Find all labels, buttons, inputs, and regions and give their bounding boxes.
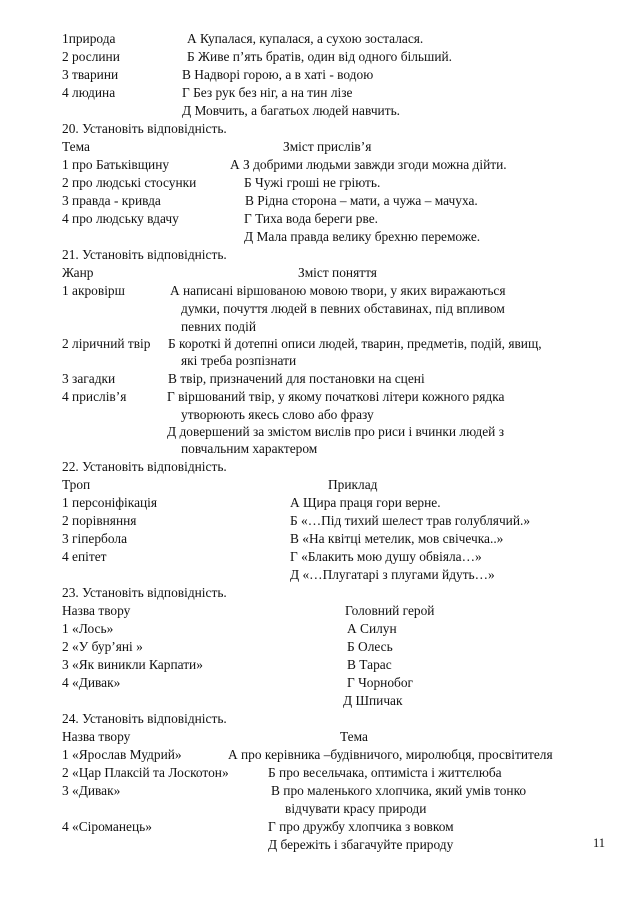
- line-left: 2 «У бур’яні »: [62, 639, 143, 654]
- line-left: Троп: [62, 477, 91, 492]
- line-right: А Силун: [347, 621, 397, 636]
- line-right: Б Живе п’ять братів, один від одного більший.: [187, 49, 453, 64]
- line-right: Б Олесь: [347, 639, 393, 654]
- line-left: 4 «Дивак»: [62, 675, 121, 690]
- line-right: Д Мала правда велику брехню переможе.: [244, 229, 481, 244]
- line-right: В Тарас: [347, 657, 392, 672]
- line-left: 23. Установіть відповідність.: [62, 585, 227, 600]
- line-left: 3 тварини: [62, 67, 119, 82]
- line-right: Г про дружбу хлопчика з вовком: [268, 819, 454, 834]
- line-left: 2 ліричний твір: [62, 336, 151, 351]
- line-right: Д Мовчить, а багатьох людей навчить.: [182, 103, 401, 118]
- line-left: 22. Установіть відповідність.: [62, 459, 227, 474]
- line-right: А З добрими людьми завжди згоди можна дійти.: [230, 157, 507, 172]
- line-right: В «На квітці метелик, мов свічечка..»: [290, 531, 504, 546]
- line-right: Г віршований твір, у якому початкові літери кожного рядка: [167, 389, 505, 404]
- line-left: Назва твору: [62, 603, 131, 618]
- line-left: 2 порівняння: [62, 513, 137, 528]
- line-right: утворюють якесь слово або фразу: [181, 407, 374, 422]
- line-left: Назва твору: [62, 729, 131, 744]
- line-left: 1 про Батьківщину: [62, 157, 170, 172]
- line-left: 3 загадки: [62, 371, 116, 386]
- line-left: 4 про людську вдачу: [62, 211, 179, 226]
- line-right: Зміст поняття: [298, 265, 377, 280]
- line-left: 4 «Сіроманець»: [62, 819, 152, 834]
- line-right: Г Чорнобог: [347, 675, 414, 690]
- line-right: В твір, призначений для постановки на сцені: [168, 371, 425, 386]
- line-right: Зміст прислів’я: [283, 139, 372, 154]
- line-left: 20. Установіть відповідність.: [62, 121, 227, 136]
- line-right: повчальним характером: [181, 441, 318, 456]
- line-right: Д довершений за змістом вислів про риси і вчинки людей з: [167, 424, 504, 439]
- line-right: Д «…Плугатарі з плугами йдуть…»: [290, 567, 495, 582]
- line-left: Жанр: [62, 265, 94, 280]
- line-right: Б про весельчака, оптиміста і життєлюба: [268, 765, 502, 780]
- line-right: А написані віршованою мовою твори, у яких виражаються: [170, 283, 506, 298]
- line-left: 3 гіпербола: [62, 531, 128, 546]
- line-left: 1природа: [62, 31, 116, 46]
- page-number: 11: [593, 836, 606, 850]
- line-right: Тема: [340, 729, 368, 744]
- line-right: Б короткі й дотепні описи людей, тварин, предметів, подій, явищ,: [168, 336, 542, 351]
- line-right: В Рідна сторона – мати, а чужа – мачуха.: [245, 193, 478, 208]
- line-right: Д бережіть і збагачуйте природу: [268, 837, 454, 852]
- line-right: Приклад: [328, 477, 378, 492]
- line-left: 2 рослини: [62, 49, 120, 64]
- line-left: 4 епітет: [62, 549, 107, 564]
- line-left: 21. Установіть відповідність.: [62, 247, 227, 262]
- line-left: 1 акровірш: [62, 283, 125, 298]
- line-right: Б «…Під тихий шелест трав голублячий.»: [290, 513, 531, 528]
- line-right: А Щира праця гори верне.: [290, 495, 441, 510]
- line-right: В Надворі горою, а в хаті - водою: [182, 67, 374, 82]
- line-right: відчувати красу природи: [285, 801, 427, 816]
- line-right: Д Шпичак: [343, 693, 403, 708]
- line-right: Головний герой: [345, 603, 435, 618]
- line-left: 1 «Ярослав Мудрий»: [62, 747, 182, 762]
- line-right: Г Тиха вода береги рве.: [244, 211, 379, 226]
- line-left: 2 «Цар Плаксій та Лоскотон»: [62, 765, 229, 780]
- line-left: 3 «Як виникли Карпати»: [62, 657, 203, 672]
- line-left: 1 «Лось»: [62, 621, 114, 636]
- line-left: 4 людина: [62, 85, 116, 100]
- line-right: певних подій: [181, 319, 256, 334]
- line-left: 1 персоніфікація: [62, 495, 158, 510]
- line-right: Г «Блакить мою душу обвіяла…»: [290, 549, 482, 564]
- line-left: 24. Установіть відповідність.: [62, 711, 227, 726]
- line-left: 3 правда - кривда: [62, 193, 161, 208]
- line-right: які треба розпізнати: [181, 353, 297, 368]
- line-left: 3 «Дивак»: [62, 783, 121, 798]
- line-right: думки, почуття людей в певних обставинах, під впливом: [181, 301, 505, 316]
- line-left: 4 прислів’я: [62, 389, 127, 404]
- line-right: А про керівника –будівничого, миролюбця, просвітителя: [228, 747, 553, 762]
- line-right: Б Чужі гроші не гріють.: [244, 175, 381, 190]
- line-right: Г Без рук без ніг, а на тин лізе: [182, 85, 353, 100]
- line-right: В про маленького хлопчика, який умів тонко: [271, 783, 527, 798]
- line-right: А Купалася, купалася, а сухою зосталася.: [187, 31, 424, 46]
- line-left: 2 про людські стосунки: [62, 175, 197, 190]
- line-left: Тема: [62, 139, 90, 154]
